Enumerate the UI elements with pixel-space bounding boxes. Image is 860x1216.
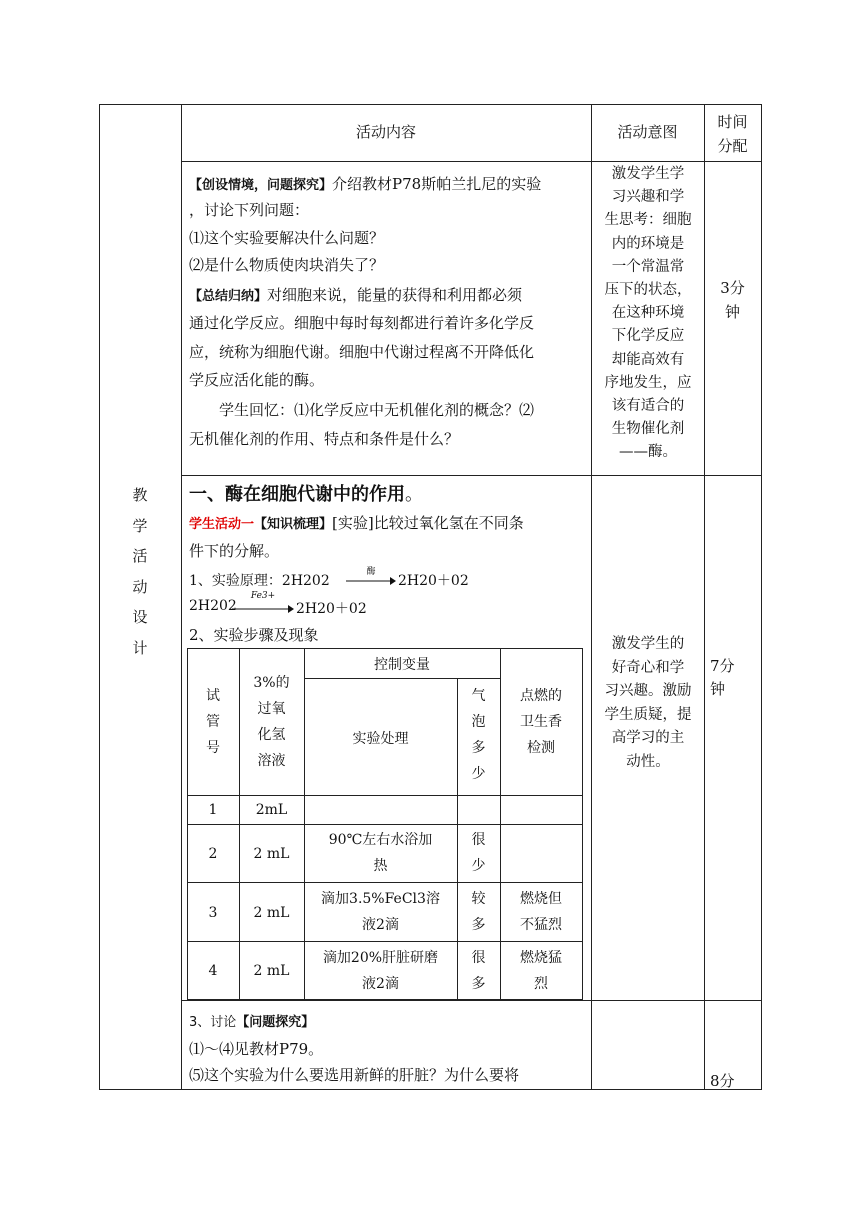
- section-heading: [189, 480, 423, 506]
- th-bubble: [457, 683, 500, 787]
- cell-line: 燃烧猛: [520, 950, 562, 966]
- cell-line: 滴加3.5%FeCl3溶: [321, 891, 440, 907]
- intent-line: 压下的状态，: [604, 282, 692, 299]
- cell-line: 热: [373, 858, 388, 874]
- intent-line: 激发学生的: [611, 636, 685, 652]
- th-char: 气: [471, 688, 486, 704]
- cell-line: 液2滴: [362, 917, 399, 933]
- intent-line: 内的环境是: [611, 235, 685, 252]
- intent-line: 却能高效有: [611, 351, 685, 368]
- intent-line: 动性。: [626, 753, 670, 770]
- activity-line1: [189, 511, 584, 537]
- row1-question1: ⑴这个实验要解决什么问题？: [189, 229, 385, 247]
- intent-line: 一个常温常: [611, 258, 685, 275]
- cell-line: 很: [471, 950, 486, 966]
- th-test: [500, 683, 582, 761]
- bold-tag: 【知识梳理】: [254, 517, 333, 532]
- th-line: 3%的: [253, 675, 290, 691]
- arrow-icon: [232, 599, 294, 607]
- cell-volume: 2 mL: [253, 905, 290, 921]
- cell-tube-no: 3: [208, 905, 218, 921]
- discussion-label: [189, 1011, 314, 1030]
- th-line: 过氧: [257, 701, 286, 717]
- cell-tube-no: 2: [208, 846, 218, 862]
- th-char: 号: [206, 740, 220, 756]
- row1-question2: ⑵是什么物质使肉块消失了？: [189, 256, 385, 274]
- cell-line: 很: [471, 832, 486, 848]
- cell-line: 90℃左右水浴加: [328, 832, 433, 848]
- text: 对细胞来说，能量的获得和利用都必须: [267, 286, 523, 304]
- activity-tag: 学生活动一: [189, 517, 255, 532]
- side-char: 设: [132, 608, 148, 626]
- th-char: 泡: [471, 714, 486, 730]
- side-label: [125, 480, 155, 663]
- fe-arrow-label: Fe3+: [250, 591, 276, 601]
- cell-line: 少: [471, 858, 486, 874]
- cell-line: 多: [471, 917, 486, 933]
- text: 3、讨论: [189, 1015, 237, 1030]
- intent-line: 在这种环境: [611, 305, 685, 322]
- side-char: 教: [132, 486, 148, 504]
- th-char: 试: [206, 688, 220, 704]
- cell-line: 液2滴: [362, 976, 399, 992]
- content-column-divider: [591, 104, 592, 1090]
- row1-divider: [181, 475, 762, 476]
- time-line: 钟: [724, 303, 740, 321]
- header-time-line: 分配: [717, 137, 748, 155]
- cell-line: 烈: [534, 976, 548, 992]
- side-char: 动: [132, 577, 148, 596]
- th-char: 少: [471, 766, 486, 782]
- activity-line2: 件下的分解。: [189, 542, 280, 560]
- row1-recall2: 无机催化剂的作用、特点和条件是什么？: [189, 430, 460, 448]
- cell-line: 多: [471, 976, 486, 992]
- header-time: [704, 110, 761, 158]
- intent-line: 高学习的主: [611, 730, 685, 746]
- principle-label: 1、实验原理：2H202: [189, 573, 330, 589]
- inner-header-bottom: [187, 795, 583, 796]
- row1-summary1: [189, 283, 584, 309]
- intent-line: ——酶。: [619, 444, 677, 461]
- header-time-line: 时间: [717, 113, 748, 131]
- row1-line2: ，讨论下列问题：: [189, 201, 310, 219]
- cell-volume: 2 mL: [253, 963, 290, 979]
- inner-top: [187, 648, 583, 649]
- th-h2o2: [239, 670, 304, 774]
- cell-bubble: [457, 886, 500, 938]
- cell-tube-no: 1: [208, 802, 218, 818]
- side-char: 学: [132, 516, 148, 535]
- discussion-line2: ⑸这个实验为什么要选用新鲜的肝脏？为什么要将: [189, 1066, 520, 1084]
- cell-test: [500, 886, 582, 938]
- intent-line: 序地发生，应: [604, 374, 692, 391]
- cell-treatment: [304, 945, 457, 997]
- row1-intent: [593, 163, 703, 465]
- intent-line: 好奇心和学: [611, 659, 685, 676]
- table-right-border: [761, 104, 762, 1090]
- header-intent: 活动意图: [617, 123, 678, 141]
- cell-bubble: [457, 827, 500, 879]
- inner-v: [582, 648, 583, 999]
- cell-tube-no: 4: [208, 963, 218, 979]
- principle-reactant2: 2H202: [189, 598, 237, 614]
- principle-product1: 2H20＋02: [398, 573, 469, 589]
- cell-line: 燃烧但: [520, 891, 562, 907]
- intent-line: 激发学生学: [611, 166, 685, 182]
- header-content: 活动内容: [355, 123, 416, 141]
- bold-tag: 【问题探究】: [236, 1015, 315, 1030]
- th-char: 管: [206, 714, 220, 730]
- text: [实验]比较过氧化氢在不同条: [332, 514, 524, 532]
- row1-time: [704, 276, 761, 324]
- th-treatment: 实验处理: [352, 731, 409, 747]
- bold-tag: 【创设情境，问题探究】: [189, 178, 333, 193]
- row1-recall1: 学生回忆：⑴化学反应中无机催化剂的概念？⑵: [219, 401, 535, 419]
- row2-intent: [593, 633, 703, 774]
- side-char: 活: [132, 547, 148, 565]
- arrow-icon: [346, 571, 396, 579]
- side-column-divider: [181, 104, 182, 1090]
- intent-line: 下化学反应: [611, 328, 685, 345]
- discussion-line1: ⑴～⑷见教材P79。: [189, 1040, 324, 1058]
- row2-time: [710, 655, 760, 701]
- th-char: 多: [471, 740, 486, 756]
- cell-volume: 2mL: [255, 802, 288, 818]
- table-top-border: [99, 104, 762, 105]
- inner-row2-bottom: [187, 882, 583, 883]
- heading-end: 。: [405, 484, 423, 505]
- th-line: 化氢: [257, 727, 286, 743]
- time-line: 3分: [720, 279, 745, 297]
- th-line: 点燃的: [520, 688, 562, 704]
- heading-text: 一、酶在细胞代谢中的作用: [189, 484, 405, 505]
- row1-summary4: 学反应活化能的酶。: [189, 371, 325, 389]
- th-control: 控制变量: [374, 657, 430, 673]
- row3-time: 8分: [710, 1072, 735, 1090]
- inner-bottom: [187, 999, 583, 1000]
- th-line: 检测: [527, 740, 555, 756]
- bold-tag: 【总结归纳】: [189, 289, 268, 304]
- header-row-divider: [181, 161, 762, 162]
- cell-line: 较: [471, 891, 486, 907]
- cell-treatment: [304, 827, 457, 879]
- row1-summary2: 通过化学反应。细胞中每时每刻都进行着许多化学反: [189, 314, 535, 332]
- text: 介绍教材P78斯帕兰扎尼的实验: [332, 175, 542, 193]
- cell-treatment: [304, 886, 457, 938]
- row1-line1: [189, 172, 584, 198]
- inner-row1-bottom: [187, 824, 583, 825]
- cell-line: 不猛烈: [520, 917, 562, 933]
- intent-line: 习兴趣和学: [611, 189, 685, 206]
- row1-summary3: 应，统称为细胞代谢。细胞中代谢过程离不开降低化: [189, 343, 535, 361]
- enzyme-arrow-label: 酶: [366, 567, 376, 577]
- side-char: 计: [132, 638, 148, 657]
- intent-line: 该有适合的: [611, 398, 685, 415]
- principle-product2: 2H20＋02: [296, 601, 367, 617]
- intent-line: 习兴趣。激励: [604, 683, 692, 699]
- cell-bubble: [457, 945, 500, 997]
- th-line: 溶液: [257, 753, 286, 769]
- th-tube: [187, 683, 239, 761]
- intent-line: 生思考：细胞: [604, 212, 692, 229]
- row2-divider: [181, 1000, 762, 1001]
- table-bottom-border: [99, 1089, 762, 1090]
- intent-line: 生物催化剂: [611, 421, 685, 438]
- table-left-border: [99, 104, 100, 1090]
- intent-line: 学生质疑，提: [604, 706, 692, 723]
- steps-label: 2、实验步骤及现象: [189, 626, 319, 644]
- inner-control-divider: [304, 678, 500, 679]
- cell-volume: 2 mL: [253, 846, 290, 862]
- time-line: 7分: [710, 657, 735, 675]
- cell-test: [500, 945, 582, 997]
- inner-row3-bottom: [187, 941, 583, 942]
- th-line: 卫生香: [520, 714, 562, 730]
- cell-line: 滴加20%肝脏研磨: [322, 950, 439, 966]
- time-line: 钟: [710, 680, 726, 698]
- intent-column-divider: [704, 104, 705, 1090]
